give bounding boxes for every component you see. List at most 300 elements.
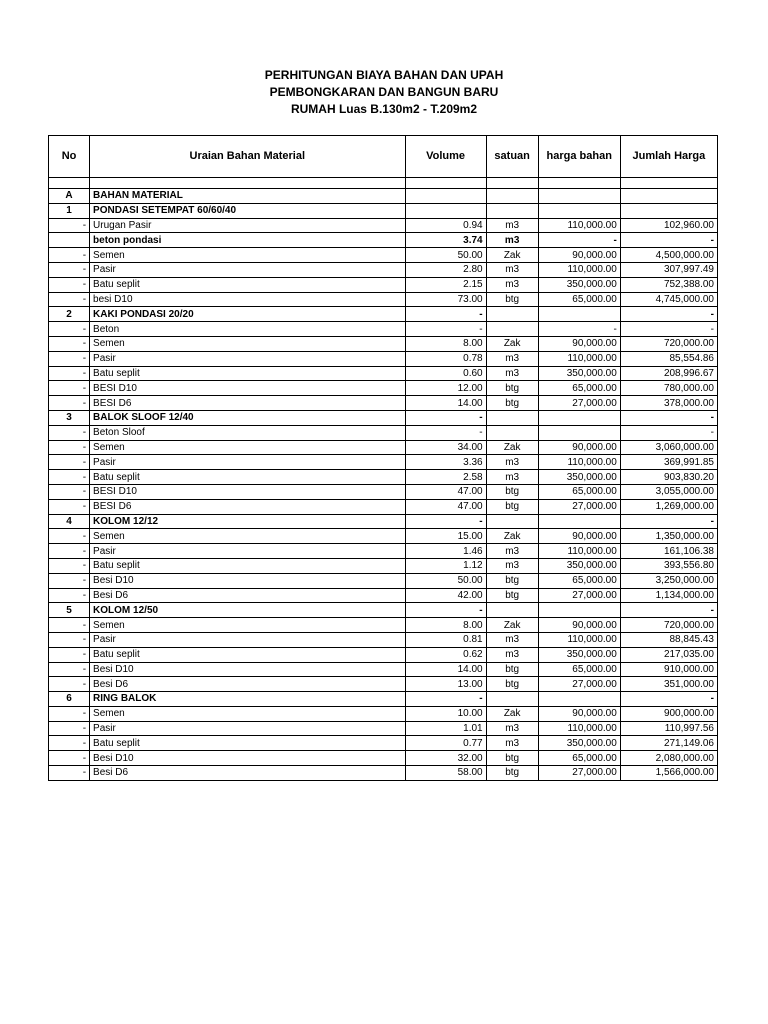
cell-harga-bahan: 90,000.00 <box>538 440 620 455</box>
cell-satuan: btg <box>486 484 538 499</box>
cell-harga-bahan: 65,000.00 <box>538 662 620 677</box>
cell-description: Batu seplit <box>90 470 405 485</box>
cell-no: - <box>49 499 90 514</box>
cell-no: - <box>49 558 90 573</box>
cell-satuan: m3 <box>486 262 538 277</box>
cell-volume: 0.60 <box>405 366 486 381</box>
title-line-1: PERHITUNGAN BIAYA BAHAN DAN UPAH <box>264 68 504 82</box>
cell-harga-bahan: 90,000.00 <box>538 706 620 721</box>
cell-volume: 58.00 <box>405 766 486 781</box>
cell-description: Beton Sloof <box>90 425 405 440</box>
cell-no: - <box>49 529 90 544</box>
cell-satuan <box>486 410 538 425</box>
cell-description: Pasir <box>90 721 405 736</box>
cell-jumlah-harga: 85,554.86 <box>620 351 717 366</box>
cell-harga-bahan: 65,000.00 <box>538 484 620 499</box>
cell-harga-bahan: 90,000.00 <box>538 618 620 633</box>
cell-satuan: m3 <box>486 647 538 662</box>
table-row <box>49 662 718 677</box>
table-row <box>49 706 718 721</box>
cell-no: - <box>49 766 90 781</box>
cell-description: Semen <box>90 336 405 351</box>
cell-description: beton pondasi <box>90 233 405 248</box>
cell-description: Besi D6 <box>90 766 405 781</box>
cell-jumlah-harga: 378,000.00 <box>620 396 717 411</box>
cell-jumlah-harga: 1,566,000.00 <box>620 766 717 781</box>
cell-no: - <box>49 218 90 233</box>
cell-description: KOLOM 12/12 <box>90 514 405 529</box>
cell-jumlah-harga: 3,055,000.00 <box>620 484 717 499</box>
cell-satuan: Zak <box>486 440 538 455</box>
cell-jumlah-harga: 752,388.00 <box>620 277 717 292</box>
cell-no: - <box>49 336 90 351</box>
table-row <box>49 248 718 263</box>
cell-jumlah-harga: 3,060,000.00 <box>620 440 717 455</box>
cell-no: - <box>49 292 90 307</box>
cell-description: BESI D6 <box>90 396 405 411</box>
cell-satuan <box>486 425 538 440</box>
cell-no: - <box>49 351 90 366</box>
cell-volume: - <box>405 514 486 529</box>
cell-description: BAHAN MATERIAL <box>90 189 405 204</box>
cell-description: Pasir <box>90 455 405 470</box>
cell-description: Pasir <box>90 351 405 366</box>
cell-description: Besi D6 <box>90 588 405 603</box>
table-row <box>49 366 718 381</box>
section-row <box>49 189 718 204</box>
group-row <box>49 410 718 425</box>
cell-no: A <box>49 189 90 204</box>
cell-harga-bahan <box>538 410 620 425</box>
header-harga-bahan: harga bahan <box>538 136 620 178</box>
cell-volume: 73.00 <box>405 292 486 307</box>
spacer-cell <box>538 178 620 189</box>
cell-satuan: btg <box>486 292 538 307</box>
table-row <box>49 322 718 337</box>
cell-harga-bahan: 27,000.00 <box>538 677 620 692</box>
cell-jumlah-harga: 369,991.85 <box>620 455 717 470</box>
cell-jumlah-harga: 720,000.00 <box>620 618 717 633</box>
table-row <box>49 721 718 736</box>
cell-description: KAKI PONDASI 20/20 <box>90 307 405 322</box>
cell-no: - <box>49 677 90 692</box>
cell-description: RING BALOK <box>90 692 405 707</box>
cell-description: Semen <box>90 529 405 544</box>
table-row <box>49 470 718 485</box>
table-row <box>49 336 718 351</box>
table-row <box>49 425 718 440</box>
cell-description: Urugan Pasir <box>90 218 405 233</box>
header-jumlah-harga: Jumlah Harga <box>620 136 717 178</box>
cell-no: - <box>49 736 90 751</box>
cell-no: - <box>49 721 90 736</box>
cell-satuan: btg <box>486 751 538 766</box>
cell-jumlah-harga: 3,250,000.00 <box>620 573 717 588</box>
cell-satuan: m3 <box>486 558 538 573</box>
cell-no: - <box>49 470 90 485</box>
cell-no: - <box>49 248 90 263</box>
cell-satuan: Zak <box>486 618 538 633</box>
cell-no: 1 <box>49 203 90 218</box>
cell-volume: - <box>405 322 486 337</box>
cell-harga-bahan: 350,000.00 <box>538 736 620 751</box>
cell-satuan: Zak <box>486 336 538 351</box>
cell-volume: 32.00 <box>405 751 486 766</box>
cell-no: 4 <box>49 514 90 529</box>
cell-no: - <box>49 618 90 633</box>
table-body <box>49 189 718 781</box>
cell-harga-bahan: 110,000.00 <box>538 262 620 277</box>
cell-description: BESI D6 <box>90 499 405 514</box>
cell-description: Pasir <box>90 262 405 277</box>
cell-satuan: m3 <box>486 721 538 736</box>
cell-volume: 13.00 <box>405 677 486 692</box>
cell-harga-bahan: 27,000.00 <box>538 499 620 514</box>
table-row <box>49 544 718 559</box>
cell-satuan: m3 <box>486 366 538 381</box>
table-row <box>49 751 718 766</box>
cell-satuan <box>486 307 538 322</box>
cell-harga-bahan: 27,000.00 <box>538 766 620 781</box>
cell-description: Batu seplit <box>90 558 405 573</box>
cell-satuan: btg <box>486 499 538 514</box>
cell-volume: 47.00 <box>405 484 486 499</box>
cell-description: Besi D10 <box>90 751 405 766</box>
cell-harga-bahan: 27,000.00 <box>538 396 620 411</box>
cell-harga-bahan <box>538 692 620 707</box>
cell-jumlah-harga <box>620 189 717 204</box>
cell-volume: - <box>405 307 486 322</box>
cell-jumlah-harga: 208,996.67 <box>620 366 717 381</box>
cell-no: 3 <box>49 410 90 425</box>
table-row <box>49 277 718 292</box>
cell-satuan: Zak <box>486 529 538 544</box>
header-description: Uraian Bahan Material <box>90 136 405 178</box>
cell-volume: 42.00 <box>405 588 486 603</box>
cell-description: BESI D10 <box>90 484 405 499</box>
cell-satuan: btg <box>486 677 538 692</box>
cell-description: Batu seplit <box>90 647 405 662</box>
cell-harga-bahan: 110,000.00 <box>538 351 620 366</box>
cell-jumlah-harga: - <box>620 603 717 618</box>
cell-satuan <box>486 203 538 218</box>
document-title-block <box>0 67 768 118</box>
cell-no: - <box>49 662 90 677</box>
cell-jumlah-harga: 910,000.00 <box>620 662 717 677</box>
header-spacer-row <box>49 178 718 189</box>
cell-harga-bahan: 350,000.00 <box>538 277 620 292</box>
cell-satuan: Zak <box>486 706 538 721</box>
cell-harga-bahan: 27,000.00 <box>538 588 620 603</box>
cell-volume: 3.36 <box>405 455 486 470</box>
table-row <box>49 351 718 366</box>
table-row <box>49 381 718 396</box>
cell-jumlah-harga: - <box>620 307 717 322</box>
table-row <box>49 455 718 470</box>
bold-row <box>49 233 718 248</box>
spacer-cell <box>486 178 538 189</box>
table-row <box>49 588 718 603</box>
cell-harga-bahan: 110,000.00 <box>538 455 620 470</box>
cell-harga-bahan: 350,000.00 <box>538 647 620 662</box>
cell-harga-bahan: 110,000.00 <box>538 632 620 647</box>
cell-volume: - <box>405 425 486 440</box>
cell-description: BESI D10 <box>90 381 405 396</box>
cell-harga-bahan: 90,000.00 <box>538 248 620 263</box>
cell-volume: 12.00 <box>405 381 486 396</box>
cell-jumlah-harga: 903,830.20 <box>620 470 717 485</box>
table-row <box>49 766 718 781</box>
table-row <box>49 218 718 233</box>
cell-volume: 0.78 <box>405 351 486 366</box>
cell-harga-bahan: 65,000.00 <box>538 573 620 588</box>
cell-description: Batu seplit <box>90 366 405 381</box>
table-row <box>49 677 718 692</box>
cell-satuan <box>486 692 538 707</box>
table-row <box>49 573 718 588</box>
cell-jumlah-harga: 110,997.56 <box>620 721 717 736</box>
cell-harga-bahan: 350,000.00 <box>538 470 620 485</box>
cell-jumlah-harga: 393,556.80 <box>620 558 717 573</box>
cell-no: - <box>49 706 90 721</box>
cell-jumlah-harga: 4,745,000.00 <box>620 292 717 307</box>
cell-volume: 2.80 <box>405 262 486 277</box>
cell-jumlah-harga: 2,080,000.00 <box>620 751 717 766</box>
cell-volume: 8.00 <box>405 618 486 633</box>
group-row <box>49 203 718 218</box>
spacer-cell <box>620 178 717 189</box>
cell-no: - <box>49 544 90 559</box>
cell-volume: 0.62 <box>405 647 486 662</box>
cell-no: - <box>49 588 90 603</box>
cell-no: - <box>49 277 90 292</box>
cell-harga-bahan: - <box>538 233 620 248</box>
cell-jumlah-harga: 780,000.00 <box>620 381 717 396</box>
cell-satuan: btg <box>486 381 538 396</box>
table-row <box>49 618 718 633</box>
cell-harga-bahan: 110,000.00 <box>538 544 620 559</box>
spacer-cell <box>90 178 405 189</box>
group-row <box>49 514 718 529</box>
cell-volume: 50.00 <box>405 573 486 588</box>
header-satuan: satuan <box>486 136 538 178</box>
cell-satuan: m3 <box>486 470 538 485</box>
cell-jumlah-harga: 271,149.06 <box>620 736 717 751</box>
cell-harga-bahan <box>538 189 620 204</box>
cell-jumlah-harga: 1,269,000.00 <box>620 499 717 514</box>
table-row <box>49 529 718 544</box>
cell-harga-bahan: 110,000.00 <box>538 721 620 736</box>
cell-satuan: btg <box>486 766 538 781</box>
cell-satuan: m3 <box>486 218 538 233</box>
cost-table <box>48 135 718 781</box>
cell-volume: 34.00 <box>405 440 486 455</box>
cell-satuan: btg <box>486 573 538 588</box>
cell-description: KOLOM 12/50 <box>90 603 405 618</box>
table-row <box>49 292 718 307</box>
cell-volume: 0.81 <box>405 632 486 647</box>
cell-satuan: btg <box>486 588 538 603</box>
group-row <box>49 307 718 322</box>
cell-jumlah-harga: 720,000.00 <box>620 336 717 351</box>
cell-jumlah-harga: 1,350,000.00 <box>620 529 717 544</box>
cell-harga-bahan: 90,000.00 <box>538 336 620 351</box>
title-line-2: PEMBONGKARAN DAN BANGUN BARU <box>269 85 499 99</box>
cell-harga-bahan: - <box>538 322 620 337</box>
cell-volume: 3.74 <box>405 233 486 248</box>
cell-no: - <box>49 751 90 766</box>
cell-harga-bahan: 350,000.00 <box>538 558 620 573</box>
cell-description: Semen <box>90 706 405 721</box>
cell-jumlah-harga: 4,500,000.00 <box>620 248 717 263</box>
cell-jumlah-harga: 351,000.00 <box>620 677 717 692</box>
cell-volume: - <box>405 603 486 618</box>
cell-no: - <box>49 455 90 470</box>
cell-volume: 1.01 <box>405 721 486 736</box>
cell-satuan: m3 <box>486 736 538 751</box>
cell-jumlah-harga: 217,035.00 <box>620 647 717 662</box>
cell-no: - <box>49 647 90 662</box>
cell-satuan: m3 <box>486 544 538 559</box>
cell-jumlah-harga: 88,845.43 <box>620 632 717 647</box>
cell-satuan: m3 <box>486 233 538 248</box>
cell-satuan: Zak <box>486 248 538 263</box>
cell-satuan: btg <box>486 396 538 411</box>
cell-satuan <box>486 603 538 618</box>
cell-jumlah-harga <box>620 203 717 218</box>
cell-satuan: m3 <box>486 277 538 292</box>
cell-volume: 14.00 <box>405 662 486 677</box>
cell-volume: 1.46 <box>405 544 486 559</box>
table-row <box>49 262 718 277</box>
table-row <box>49 499 718 514</box>
cell-volume: 47.00 <box>405 499 486 514</box>
cell-harga-bahan <box>538 603 620 618</box>
spacer-cell <box>49 178 90 189</box>
cell-no: - <box>49 425 90 440</box>
cell-volume <box>405 203 486 218</box>
group-row <box>49 692 718 707</box>
cell-no: - <box>49 262 90 277</box>
cell-no: - <box>49 322 90 337</box>
cell-description: Semen <box>90 248 405 263</box>
cell-no: - <box>49 396 90 411</box>
cell-volume: 0.94 <box>405 218 486 233</box>
cell-jumlah-harga: 161,106.38 <box>620 544 717 559</box>
cell-no: 6 <box>49 692 90 707</box>
cell-description: Pasir <box>90 544 405 559</box>
cell-harga-bahan: 110,000.00 <box>538 218 620 233</box>
cell-satuan <box>486 189 538 204</box>
cell-description: Besi D10 <box>90 662 405 677</box>
cell-jumlah-harga: 102,960.00 <box>620 218 717 233</box>
table-row <box>49 440 718 455</box>
cell-no: 5 <box>49 603 90 618</box>
cell-description: Pasir <box>90 632 405 647</box>
cell-harga-bahan: 350,000.00 <box>538 366 620 381</box>
cell-volume: - <box>405 692 486 707</box>
cell-description: Besi D10 <box>90 573 405 588</box>
cell-harga-bahan <box>538 307 620 322</box>
cell-no: - <box>49 573 90 588</box>
cell-jumlah-harga: - <box>620 233 717 248</box>
cell-satuan: btg <box>486 662 538 677</box>
cell-harga-bahan: 65,000.00 <box>538 292 620 307</box>
cell-jumlah-harga: - <box>620 410 717 425</box>
cell-volume <box>405 189 486 204</box>
cell-description: PONDASI SETEMPAT 60/60/40 <box>90 203 405 218</box>
table-row <box>49 736 718 751</box>
cell-jumlah-harga: - <box>620 322 717 337</box>
cell-volume: 2.15 <box>405 277 486 292</box>
table-row <box>49 647 718 662</box>
cell-jumlah-harga: 1,134,000.00 <box>620 588 717 603</box>
table-row <box>49 558 718 573</box>
cell-no: - <box>49 440 90 455</box>
cell-description: Semen <box>90 440 405 455</box>
cell-volume: 0.77 <box>405 736 486 751</box>
cell-no: - <box>49 381 90 396</box>
table-row <box>49 632 718 647</box>
cell-harga-bahan: 90,000.00 <box>538 529 620 544</box>
cell-description: besi D10 <box>90 292 405 307</box>
cell-volume: 10.00 <box>405 706 486 721</box>
cell-no: - <box>49 366 90 381</box>
cell-description: Batu seplit <box>90 277 405 292</box>
title-line-3: RUMAH Luas B.130m2 - T.209m2 <box>290 102 478 116</box>
cell-satuan <box>486 514 538 529</box>
cell-volume: 1.12 <box>405 558 486 573</box>
cell-description: Semen <box>90 618 405 633</box>
cell-volume: 2.58 <box>405 470 486 485</box>
cell-harga-bahan: 65,000.00 <box>538 381 620 396</box>
cell-jumlah-harga: 307,997.49 <box>620 262 717 277</box>
cell-volume: 14.00 <box>405 396 486 411</box>
cell-harga-bahan <box>538 425 620 440</box>
cell-description: Beton <box>90 322 405 337</box>
cell-description: Batu seplit <box>90 736 405 751</box>
cell-volume: - <box>405 410 486 425</box>
cell-harga-bahan <box>538 514 620 529</box>
cell-jumlah-harga: - <box>620 425 717 440</box>
cell-satuan: m3 <box>486 632 538 647</box>
cell-volume: 8.00 <box>405 336 486 351</box>
cell-no <box>49 233 90 248</box>
cell-no: 2 <box>49 307 90 322</box>
cell-satuan <box>486 322 538 337</box>
group-row <box>49 603 718 618</box>
cell-no: - <box>49 632 90 647</box>
table-header-row <box>49 136 718 178</box>
header-volume: Volume <box>405 136 486 178</box>
table-row <box>49 484 718 499</box>
cell-jumlah-harga: - <box>620 692 717 707</box>
cell-satuan: m3 <box>486 455 538 470</box>
cell-no: - <box>49 484 90 499</box>
table-row <box>49 396 718 411</box>
cell-volume: 50.00 <box>405 248 486 263</box>
cell-satuan: m3 <box>486 351 538 366</box>
spacer-cell <box>405 178 486 189</box>
cell-harga-bahan: 65,000.00 <box>538 751 620 766</box>
cell-volume: 15.00 <box>405 529 486 544</box>
cell-description: Besi D6 <box>90 677 405 692</box>
cell-harga-bahan <box>538 203 620 218</box>
cell-jumlah-harga: 900,000.00 <box>620 706 717 721</box>
cell-jumlah-harga: - <box>620 514 717 529</box>
cell-description: BALOK SLOOF 12/40 <box>90 410 405 425</box>
header-no: No <box>49 136 90 178</box>
